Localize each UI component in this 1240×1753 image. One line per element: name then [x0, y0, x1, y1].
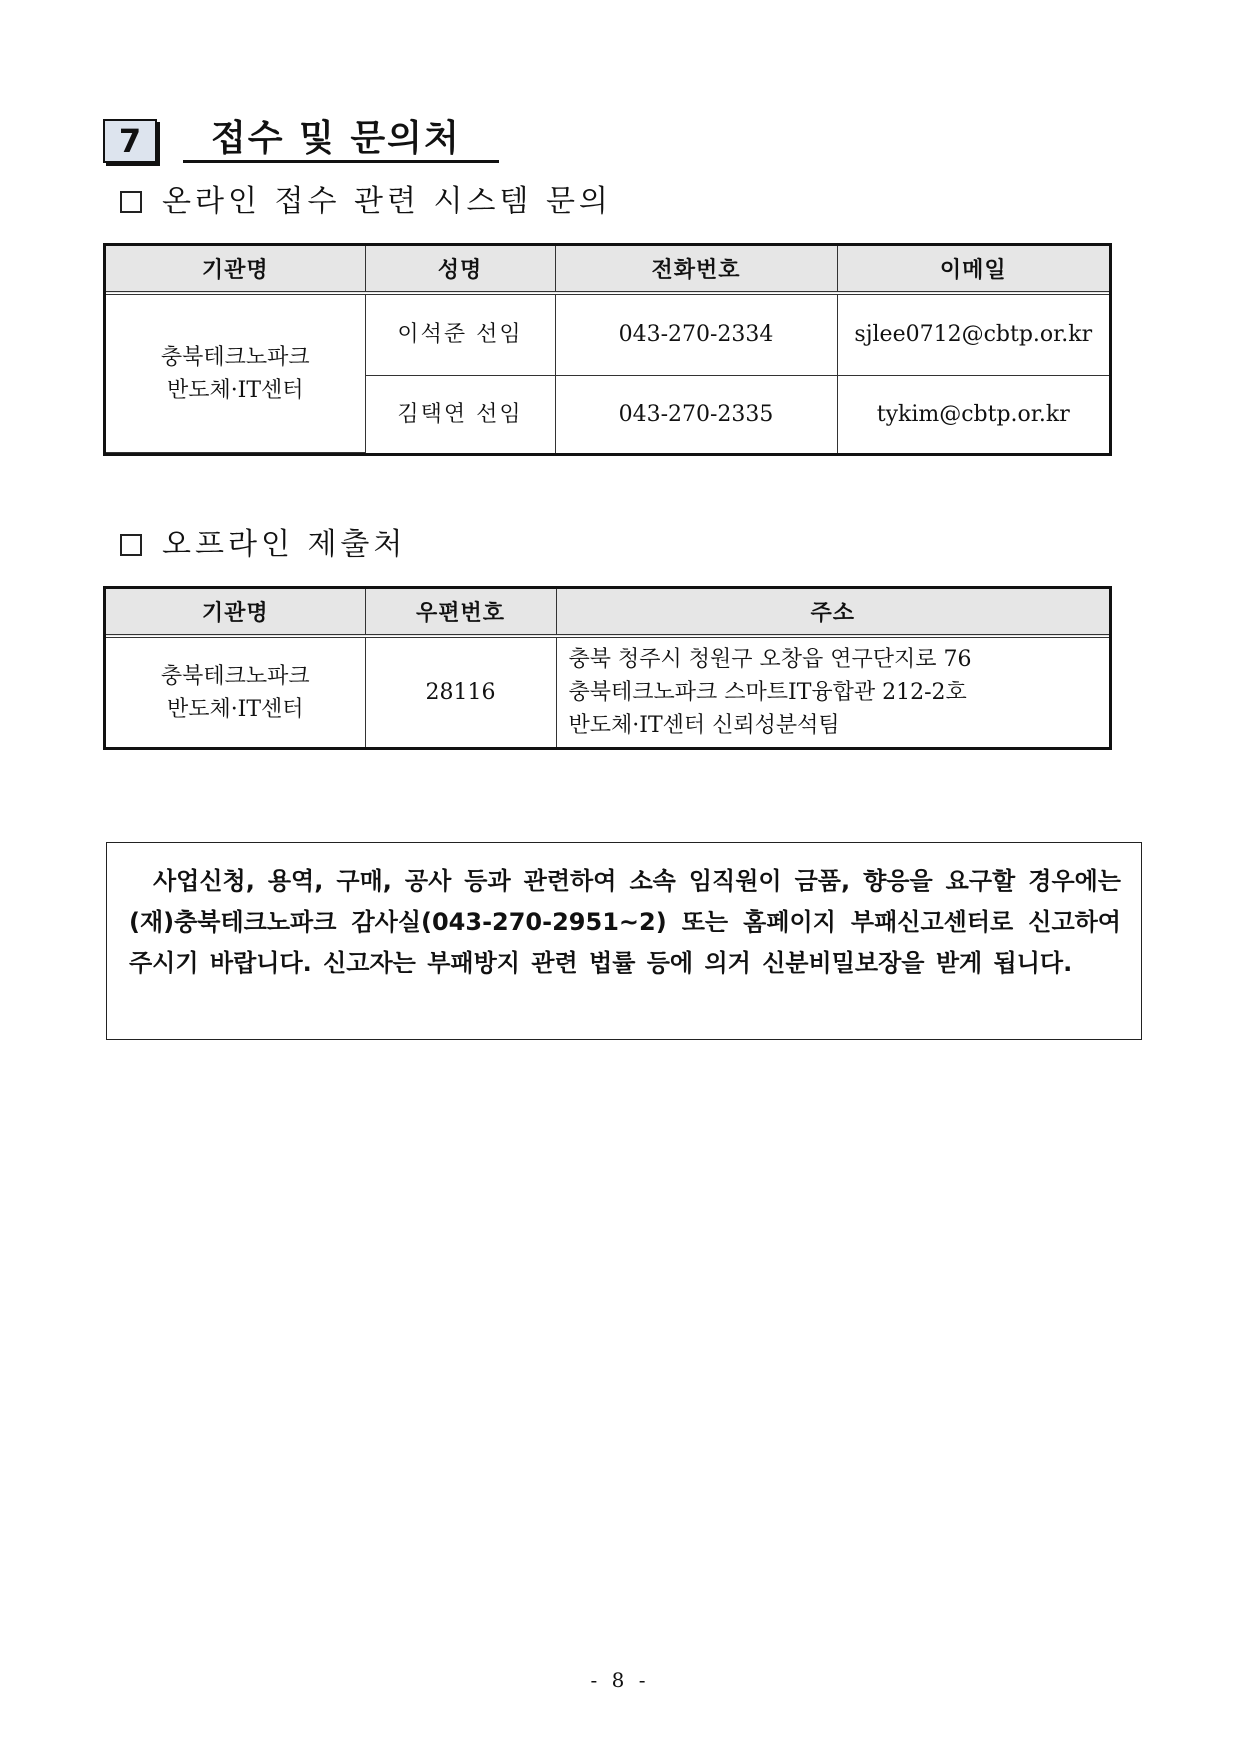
- header-name: 성명: [365, 246, 555, 293]
- header-postal: 우편번호: [365, 589, 556, 636]
- contact-email[interactable]: sjlee0712@cbtp.or.kr: [837, 293, 1109, 375]
- header-org: 기관명: [106, 589, 365, 636]
- header-address: 주소: [556, 589, 1109, 636]
- anti-corruption-notice: [106, 842, 1142, 1040]
- header-org: 기관명: [106, 246, 365, 293]
- notice-text: 사업신청, 용역, 구매, 공사 등과 관련하여 소속 임직원이 금품, 향응을 요구할 경우에는 (재)충북테크노파크 감사실(043-270-2951~2) 또는 홈페이지 부패신고센터로 신고하여 주시기 바랍니다. 신고자는 부패방지 관련 법률 등에 의거 신분비밀보장을 받게 됩니다.: [129, 867, 1121, 977]
- table-header-row: [106, 589, 1109, 636]
- org-cell: [106, 293, 365, 453]
- checkbox-square-icon: [120, 191, 142, 213]
- checkbox-square-icon: [120, 534, 142, 556]
- org-name-line2: 반도체·IT센터: [166, 696, 304, 722]
- address-line: 충북테크노파크 스마트IT융합관 212-2호: [568, 680, 967, 705]
- address-line: 충북 청주시 청원구 오창읍 연구단지로 76: [568, 647, 972, 672]
- address-line: 반도체·IT센터 신뢰성분석팀: [568, 713, 840, 738]
- header-phone: 전화번호: [555, 246, 837, 293]
- page-number: - 8 -: [590, 1668, 650, 1692]
- org-name-line1: 충북테크노파크: [160, 344, 310, 370]
- address-cell: [556, 636, 1109, 747]
- header-email: 이메일: [837, 246, 1109, 293]
- offline-submission-heading: [120, 527, 406, 563]
- org-name-line2: 반도체·IT센터: [166, 377, 304, 403]
- section-title: 접수 및 문의처: [183, 117, 499, 163]
- online-inquiry-heading: [120, 184, 612, 220]
- offline-submission-table: [103, 586, 1112, 750]
- online-contact-table: [103, 243, 1112, 456]
- contact-phone: 043-270-2334: [555, 293, 837, 375]
- table-header-row: [106, 246, 1109, 293]
- contact-name: 이석준 선임: [365, 293, 555, 375]
- table-row: [106, 293, 1109, 375]
- table-row: [106, 636, 1109, 747]
- postal-code: 28116: [365, 636, 556, 747]
- contact-name: 김택연 선임: [365, 375, 555, 452]
- org-name-line1: 충북테크노파크: [160, 663, 310, 689]
- section-number: 7: [103, 119, 157, 163]
- online-inquiry-heading-text: 온라인 접수 관련 시스템 문의: [162, 184, 612, 219]
- offline-submission-heading-text: 오프라인 제출처: [162, 527, 407, 562]
- section-heading: [103, 117, 499, 167]
- contact-phone: 043-270-2335: [555, 375, 837, 452]
- contact-email[interactable]: tykim@cbtp.or.kr: [837, 375, 1109, 452]
- org-cell: [106, 636, 365, 747]
